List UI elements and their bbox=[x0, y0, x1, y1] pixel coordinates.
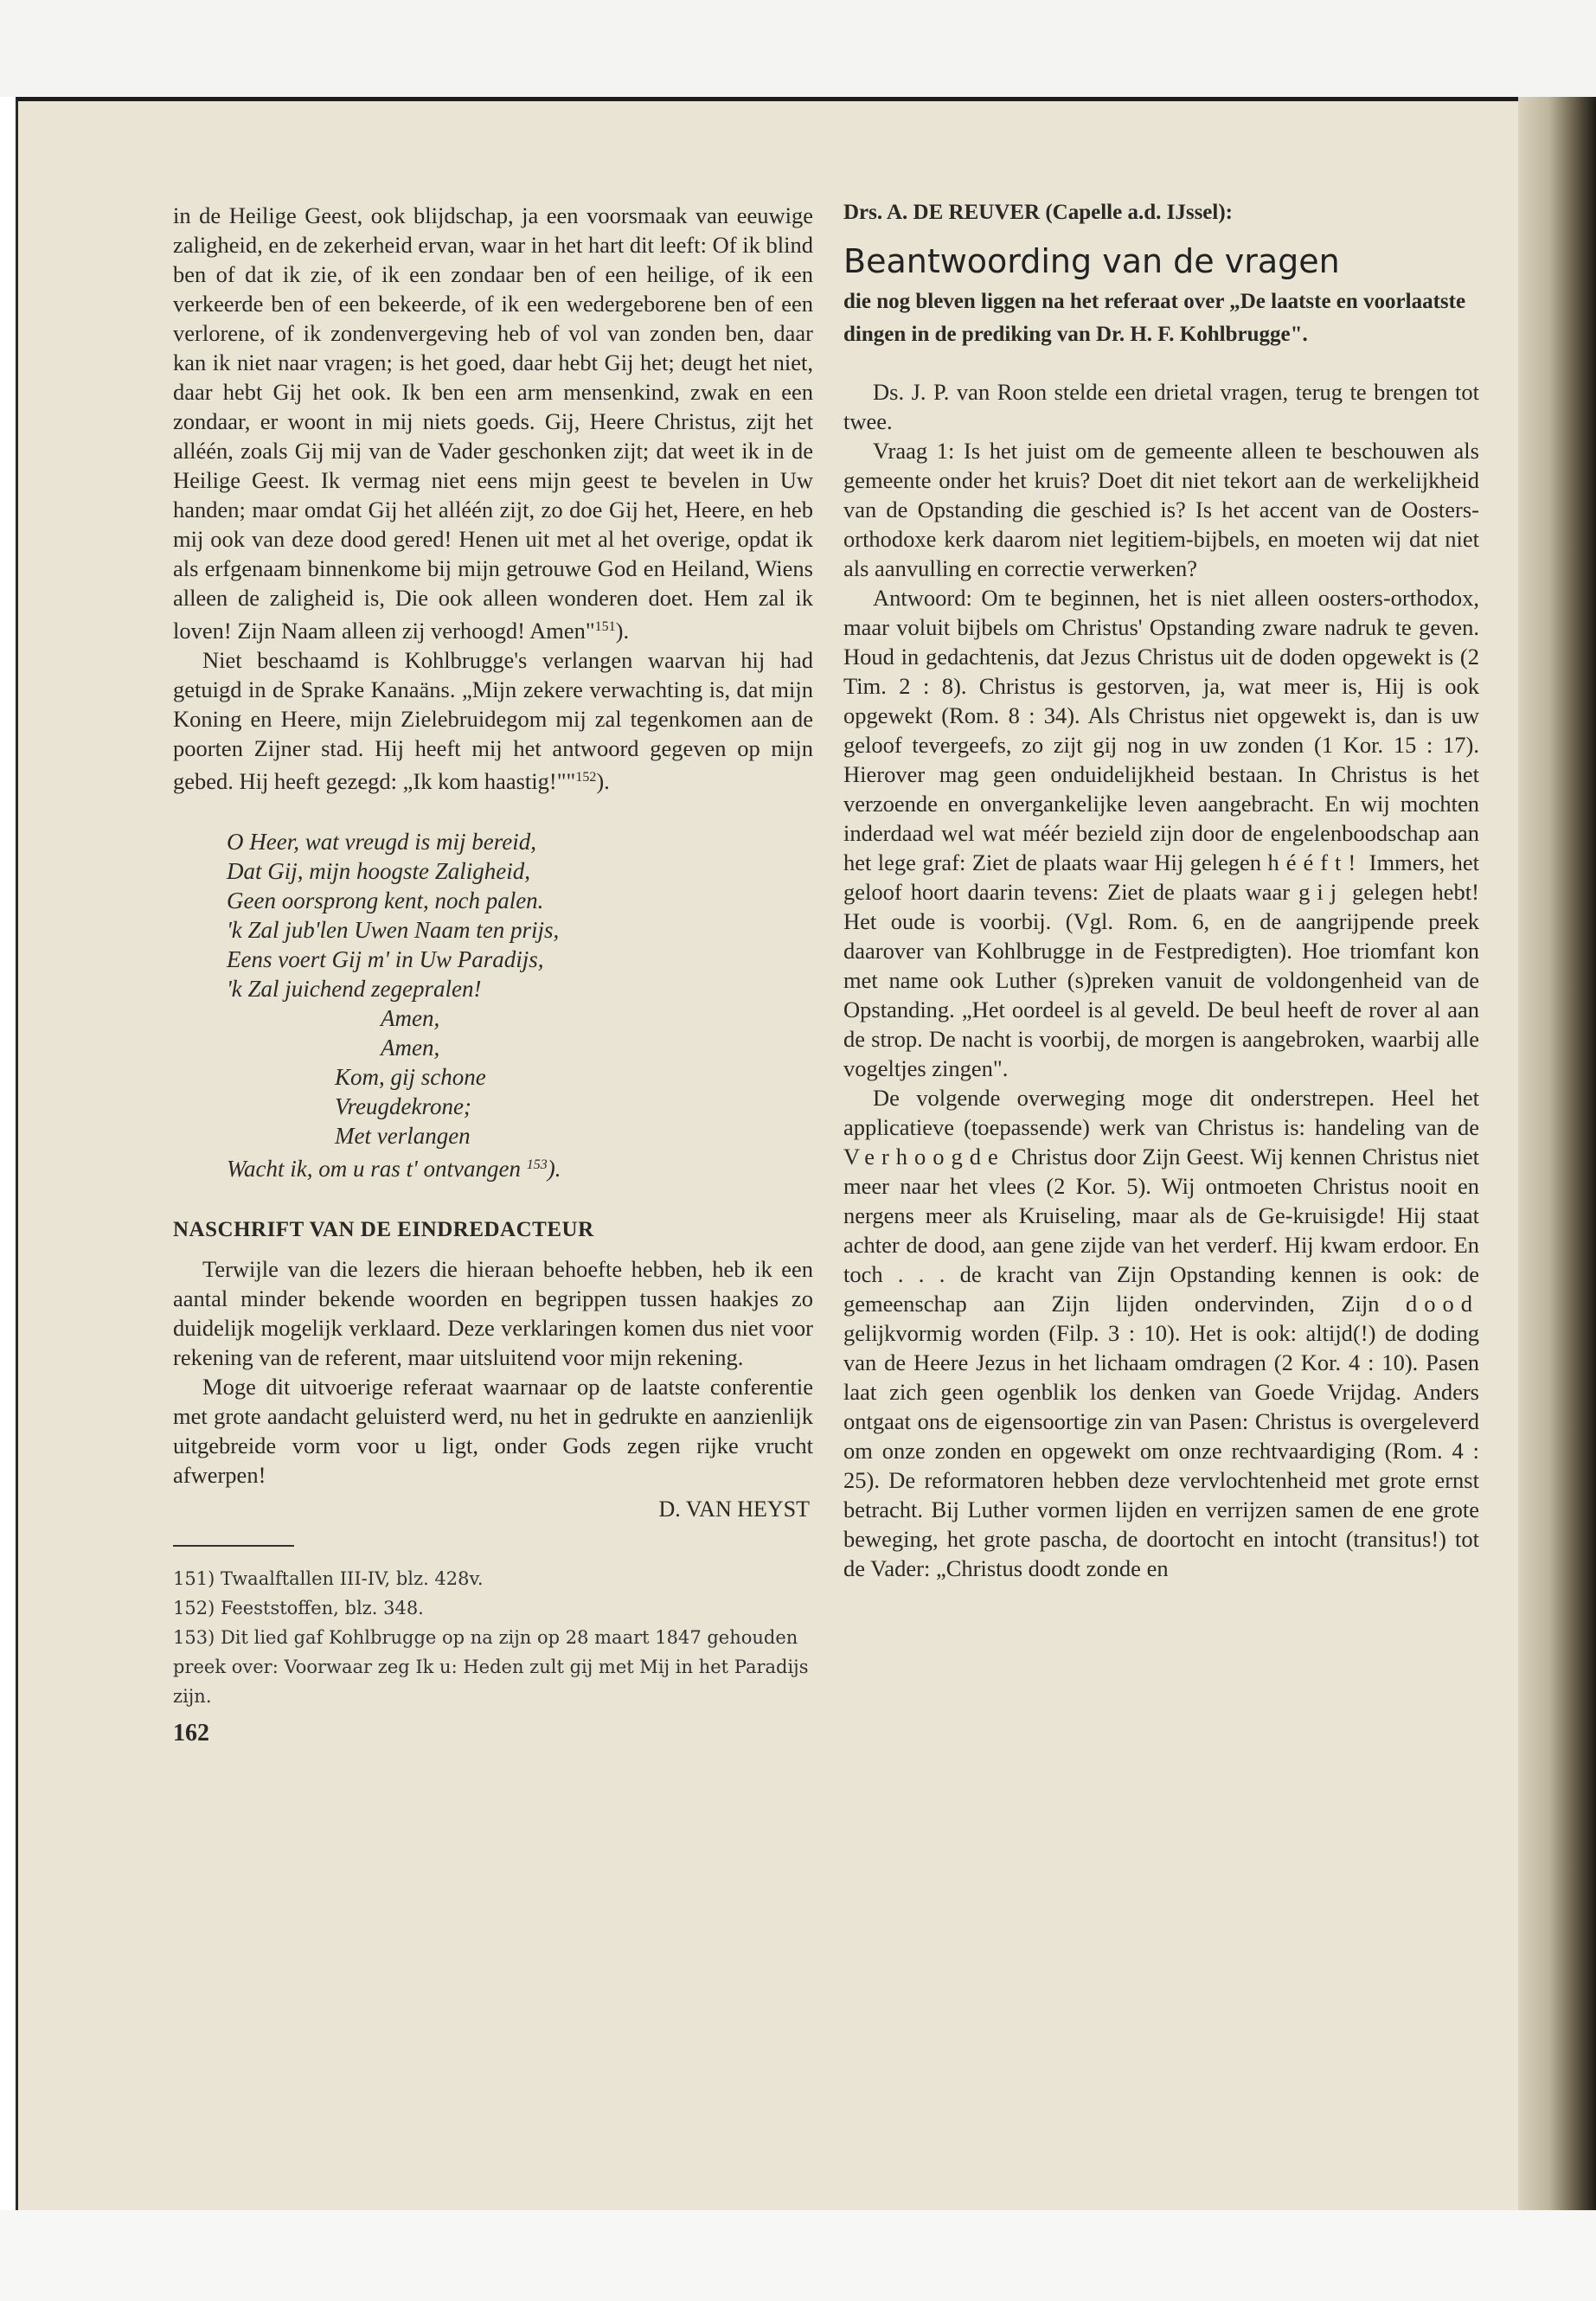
article-subtitle: die nog bleven liggen na het referaat over „De laatste en voorlaatste dingen in de prediking van Dr. H. F. Kohlbrugge". bbox=[843, 290, 1466, 346]
right-column bbox=[843, 201, 1479, 1583]
page-number: 162 bbox=[173, 1720, 209, 1747]
poem-line: Vreugdekrone; bbox=[335, 1093, 471, 1119]
poem-line: Amen, bbox=[381, 1005, 440, 1031]
poem-line: Kom, gij schone bbox=[335, 1064, 486, 1090]
body-paragraph: Niet beschaamd is Kohlbrugge's verlangen waarvan hij had getuigd in de Sprake Kanaäns. „Mijn zekere verwachting is, dat mijn Koning en Heere, mijn Zielebruidegom mij zal tegenkomen aan de poorten Zijner stad. Hij heeft mij het antwoord gegeven op mijn gebed. Hij heeft gezegd: „Ik kom haastig!""$^{152}$). bbox=[173, 647, 813, 794]
scan-background-top bbox=[0, 0, 1596, 97]
left-column bbox=[173, 201, 813, 1747]
signature: D. VAN HEYST bbox=[658, 1497, 810, 1522]
body-paragraph: Ds. J. P. van Roon stelde een drietal vragen, terug te brengen tot twee. bbox=[843, 379, 1479, 434]
footnote-ref: 151 bbox=[594, 619, 616, 634]
poem bbox=[227, 827, 813, 1183]
body-paragraph: De volgende overweging moge dit onderstrepen. Heel het applicatieve (toepassende) werk van Christus is: handeling van de Verhoogde Christus door Zijn Geest. Wij kennen Christus niet meer naar het vlees (2 Kor. 5). Wij ontmoeten Christus nooit en nergens meer als Kruiseling, maar als de Ge-kruisigde! Hij staat achter de dood, aan gene zijde van het verderf. Hij kwam erdoor. En toch . . . de kracht van Zijn Opstanding kennen is ook: de gemeenschap aan Zijn lijden ondervinden, Zijn dood gelijkvormig worden (Filp. 3 : 10). Het is ook: altijd(!) de doding van de Heere Jezus in het lichaam omdragen (2 Kor. 4 : 10). Pasen laat zich geen ogenblik los denken van Goede Vrijdag. Anders ontgaat ons de eigensoortige zin van Pasen: Christus is overgeleverd om onze zonden en opgewekt om onze rechtvaardiging (Rom. 4 : 25). De reformatoren hebben deze vervlochtenheid met grote ernst betracht. Bij Luther vormen lijden en verrijzen samen de ene grote beweging, het grote pascha, de doortocht en intocht (transitus!) tot de Vader: „Christus doodt zonde en bbox=[843, 1085, 1480, 1581]
body-paragraph: Vraag 1: Is het juist om de gemeente alleen te beschouwen als gemeente onder het kruis? Doet dit niet tekort aan de werkelijkheid van de Opstanding die geschied is? Is het accent van de Oosters-orthodoxe kerk daarom niet legitiem-bijbels, en moeten wij dat niet als aanvulling en correctie verwerken? bbox=[843, 438, 1479, 581]
postscript-paragraph: Terwijle van die lezers die hieraan behoefte hebben, heb ik een aantal minder bekende woorden en begrippen tussen haakjes zo duidelijk mogelijk verklaard. Deze verklaringen komen dus niet voor rekening van de referent, maar uitsluitend voor mijn rekening. bbox=[173, 1256, 813, 1370]
poem-line: Wacht ik, om u ras t' ontvangen $^{153}$). bbox=[227, 1156, 561, 1182]
article-title: Beantwoording van de vragen bbox=[843, 242, 1340, 280]
body-paragraph: Antwoord: Om te beginnen, het is niet alleen oosters-orthodox, maar voluit bijbels om Christus' Opstanding zware nadruk te geven. Houd in gedachtenis, dat Jezus Christus uit de doden opgewekt is (2 Tim. 2 : 8). Christus is gestorven, ja, wat meer is, Hij is ook opgewekt (Rom. 8 : 34). Als Christus niet opgewekt is, dan is uw geloof tevergeefs, zo zijt gij nog in uw zonden (1 Kor. 15 : 17). Hierover mag geen onduidelijkheid bestaan. In Christus is het verzoende en onvergankelijke leven aangebracht. En wij mochten inderdaad wel wat méér bezield zijn door de engelenboodschap aan het lege graf: Ziet de plaats waar Hij gelegen hééft! Immers, het geloof hoort daarin tevens: Ziet de plaats waar gij gelegen hebt! Het oude is voorbij. (Vgl. Rom. 6, en de aangrijpende preek daarover van Kohlbrugge in de Festpredigten). Hoe triomfant kon met name ook Luther (s)preken vanuit de voldongenheid van de Opstanding. „Het oordeel is al geveld. De beul heeft de rover al aan de strop. De nacht is voorbij, de morgen is aangebroken, waarbij alle vogeltjes zingen". bbox=[843, 585, 1479, 1081]
postscript-heading: NASCHRIFT VAN DE EINDREDACTEUR bbox=[173, 1218, 594, 1241]
poem-line: 'k Zal juichend zegepralen! bbox=[227, 976, 482, 1002]
emphasis: gij bbox=[1298, 879, 1344, 905]
poem-line: O Heer, wat vreugd is mij bereid, bbox=[227, 829, 536, 855]
emphasis: hééft! bbox=[1267, 849, 1363, 875]
poem-line: Met verlangen bbox=[335, 1123, 471, 1149]
postscript-paragraph: Moge dit uitvoerige referaat waarnaar op de laatste conferentie met grote aandacht geluisterd werd, nu het in gedrukte en aanzienlijk uitgebreide vorm voor u ligt, onder Gods zegen rijke vrucht afwerpen! bbox=[173, 1374, 813, 1488]
footnote: 152) Feeststoffen, blz. 348. bbox=[173, 1598, 424, 1618]
footnote: 153) Dit lied gaf Kohlbrugge op na zijn op 28 maart 1847 gehouden preek over: Voorwaar zeg Ik u: Heden zult gij met Mij in het Paradijs zijn. bbox=[173, 1627, 809, 1707]
poem-line: Eens voert Gij m' in Uw Paradijs, bbox=[227, 946, 544, 972]
poem-line: Dat Gij, mijn hoogste Zaligheid, bbox=[227, 858, 530, 884]
emphasis: Verhoogde bbox=[843, 1144, 1005, 1170]
poem-line: Geen oorsprong kent, noch palen. bbox=[227, 888, 544, 913]
book-spine-shadow bbox=[1518, 97, 1596, 2210]
poem-line: Amen, bbox=[381, 1035, 440, 1061]
footnote-ref: 152 bbox=[575, 770, 597, 785]
footnote: 151) Twaalftallen III-IV, blz. 428v. bbox=[173, 1568, 484, 1589]
footnote-ref: 153 bbox=[526, 1157, 548, 1172]
poem-line: 'k Zal jub'len Uwen Naam ten prijs, bbox=[227, 917, 560, 943]
footnote-divider bbox=[173, 1545, 294, 1547]
emphasis: dood bbox=[1406, 1291, 1479, 1317]
article-author: Drs. A. DE REUVER (Capelle a.d. IJssel): bbox=[843, 201, 1233, 224]
body-paragraph: in de Heilige Geest, ook blijdschap, ja een voorsmaak van eeuwige zaligheid, en de zekerheid ervan, waar in het hart dit leeft: Of ik blind ben of dat ik zie, of ik een zondaar ben of een heilige, of ik een verkeerde ben of een bekeerde, of ik een wedergeborene ben of een verlorene, of ik zondenvergeving heb of vol van zonden ben, daar kan ik niet naar vragen; is het goed, daar hebt Gij het; deugt het niet, daar hebt Gij het ook. Ik ben een arm mensenkind, zwak en een zondaar, er woont in mij niets goeds. Gij, Heere Christus, zijt het alléén, zoals Gij mij van de Vader geschonken zijt; dat weet ik in de Heilige Geest. Ik vermag niet eens mijn geest te bevelen in Uw handen; maar omdat Gij het alléén zijt, zo doe Gij het, Heere, en heb mij ook van deze dood gered! Henen uit met al het overige, opdat ik als erfgenaam binnenkome bij mijn getrouwe God en Heiland, Wiens alleen de zaligheid is, Die ook alleen wonderen doet. Hem zal ik loven! Zijn Naam alleen zij verhoogd! Amen"$^{151}$). bbox=[173, 202, 813, 644]
scan-background-bottom bbox=[0, 2210, 1596, 2301]
